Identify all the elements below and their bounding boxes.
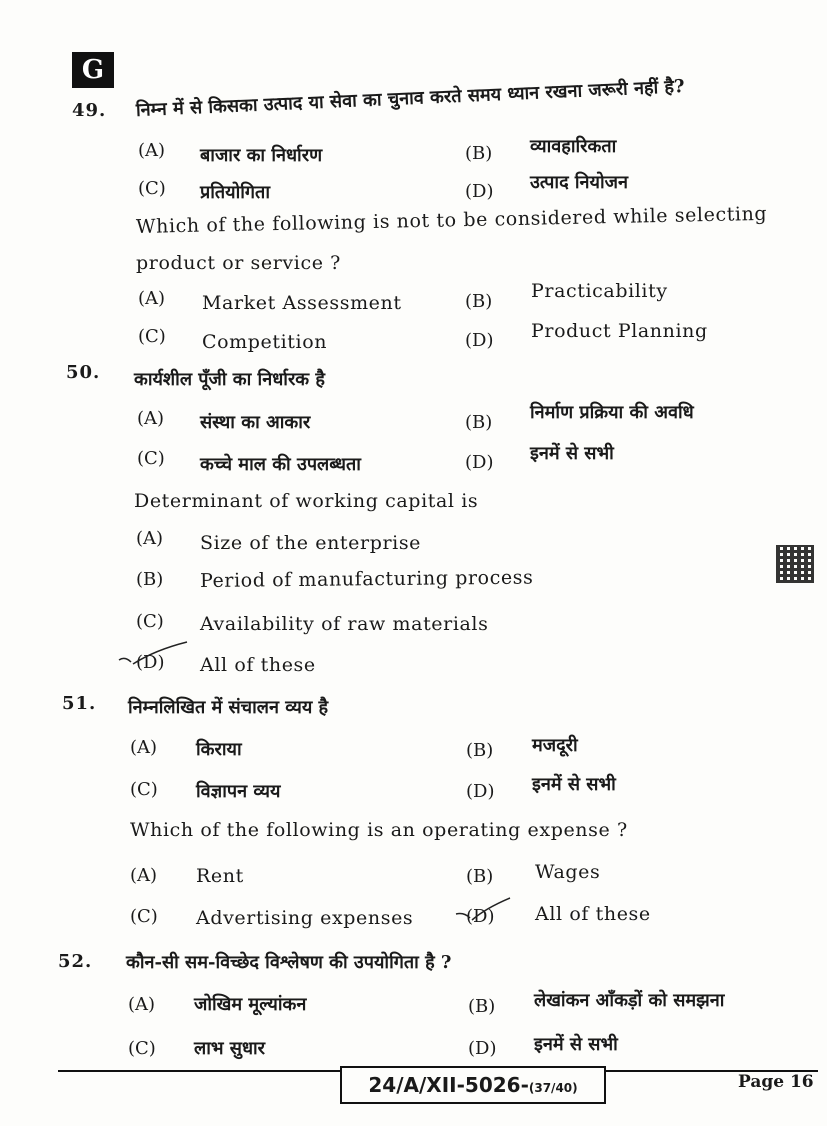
tick-mark-q50 bbox=[115, 640, 195, 674]
q51-en-label-d: (D) bbox=[466, 906, 495, 927]
q49-en-label-a: (A) bbox=[138, 288, 166, 309]
q50-hi-label-d: (D) bbox=[465, 452, 494, 473]
q49-hi-option-c: प्रतियोगिता bbox=[200, 182, 270, 203]
q49-hi-label-c: (C) bbox=[138, 178, 166, 199]
q52-hi-option-c: लाभ सुधार bbox=[194, 1038, 266, 1059]
q51-en-option-c: Advertising expenses bbox=[196, 907, 414, 929]
q51-hi-option-b: मजदूरी bbox=[532, 735, 578, 756]
q51-en-option-d: All of these bbox=[535, 903, 651, 925]
question-number-49: 49. bbox=[72, 100, 107, 121]
q50-hi-option-d: इनमें से सभी bbox=[530, 443, 614, 464]
q52-hi-option-a: जोखिम मूल्यांकन bbox=[194, 994, 307, 1015]
q49-hi-option-b: व्यावहारिकता bbox=[530, 136, 617, 157]
question-number-52: 52. bbox=[58, 951, 93, 972]
q51-hi-label-d: (D) bbox=[466, 781, 495, 802]
qr-code bbox=[776, 545, 814, 583]
q52-hi-label-b: (B) bbox=[468, 996, 496, 1017]
q50-en-option-a: Size of the enterprise bbox=[200, 532, 422, 554]
question-number-51: 51. bbox=[62, 693, 97, 714]
q51-hi-option-c: विज्ञापन व्यय bbox=[196, 781, 281, 802]
q51-en-label-c: (C) bbox=[130, 906, 158, 927]
q51-hi-label-b: (B) bbox=[466, 740, 494, 761]
q51-hi-option-d: इनमें से सभी bbox=[532, 774, 616, 795]
q50-hi-label-a: (A) bbox=[137, 408, 165, 429]
q50-english-question: Determinant of working capital is bbox=[134, 490, 479, 512]
q49-hi-label-d: (D) bbox=[465, 181, 494, 202]
page-number: Page 16 bbox=[738, 1072, 814, 1092]
q51-hindi-question: निम्नलिखित में संचालन व्यय है bbox=[128, 697, 329, 718]
paper-code: 24/A/XII-5026- bbox=[368, 1073, 529, 1097]
logo-g: G bbox=[72, 52, 114, 88]
q51-en-option-b: Wages bbox=[535, 861, 601, 883]
q50-en-label-d: (D) bbox=[136, 652, 165, 673]
q49-en-option-a: Market Assessment bbox=[202, 292, 402, 314]
paper-code-box bbox=[340, 1066, 606, 1104]
q49-en-option-b: Practicability bbox=[531, 280, 668, 302]
q50-hi-option-c: कच्चे माल की उपलब्धता bbox=[200, 454, 361, 475]
q50-en-label-c: (C) bbox=[136, 611, 164, 632]
q49-en-label-d: (D) bbox=[465, 330, 494, 351]
q49-hindi-question: निम्न में से किसका उत्पाद या सेवा का चुनाव करते समय ध्यान रखना जरूरी नहीं है? bbox=[135, 76, 685, 121]
q50-hi-option-a: संस्था का आकार bbox=[200, 412, 311, 433]
q52-hi-label-a: (A) bbox=[128, 994, 156, 1015]
q49-hi-label-a: (A) bbox=[138, 140, 166, 161]
q51-hi-label-a: (A) bbox=[130, 737, 158, 758]
q49-hi-option-d: उत्पाद नियोजन bbox=[530, 172, 628, 193]
q50-en-option-d: All of these bbox=[200, 654, 316, 676]
q50-hi-option-b: निर्माण प्रक्रिया की अवधि bbox=[530, 402, 694, 423]
q49-en-option-c: Competition bbox=[202, 331, 328, 353]
q52-hi-label-c: (C) bbox=[128, 1038, 156, 1059]
q49-en-label-b: (B) bbox=[465, 291, 493, 312]
q51-en-label-b: (B) bbox=[466, 866, 494, 887]
q49-english-question-line2: product or service ? bbox=[136, 252, 341, 274]
q50-en-label-b: (B) bbox=[136, 569, 164, 590]
q49-hi-label-b: (B) bbox=[465, 143, 493, 164]
q50-hi-label-b: (B) bbox=[465, 412, 493, 433]
q52-hindi-question: कौन-सी सम-विच्छेद विश्लेषण की उपयोगिता है ? bbox=[126, 952, 452, 973]
sheet-number: (37/40) bbox=[528, 1081, 578, 1095]
q51-english-question: Which of the following is an operating expense ? bbox=[130, 819, 628, 841]
q49-english-question-line1: Which of the following is not to be considered while selecting bbox=[135, 202, 768, 238]
q49-hi-option-a: बाजार का निर्धारण bbox=[200, 145, 323, 166]
q50-en-label-a: (A) bbox=[136, 528, 164, 549]
question-number-50: 50. bbox=[66, 362, 101, 383]
q51-en-label-a: (A) bbox=[130, 865, 158, 886]
q49-en-label-c: (C) bbox=[138, 326, 166, 347]
q50-hi-label-c: (C) bbox=[137, 448, 165, 469]
q50-en-option-c: Availability of raw materials bbox=[200, 613, 489, 635]
q51-hi-option-a: किराया bbox=[196, 739, 242, 760]
q52-hi-option-d: इनमें से सभी bbox=[534, 1034, 618, 1055]
q51-hi-label-c: (C) bbox=[130, 779, 158, 800]
q49-en-option-d: Product Planning bbox=[531, 320, 708, 342]
q52-hi-label-d: (D) bbox=[468, 1038, 497, 1059]
q50-hindi-question: कार्यशील पूँजी का निर्धारक है bbox=[134, 369, 325, 390]
q50-en-option-b: Period of manufacturing process bbox=[199, 566, 534, 592]
q52-hi-option-b: लेखांकन आँकड़ों को समझना bbox=[534, 990, 725, 1011]
q51-en-option-a: Rent bbox=[196, 865, 244, 887]
tick-mark-q51 bbox=[452, 894, 514, 928]
